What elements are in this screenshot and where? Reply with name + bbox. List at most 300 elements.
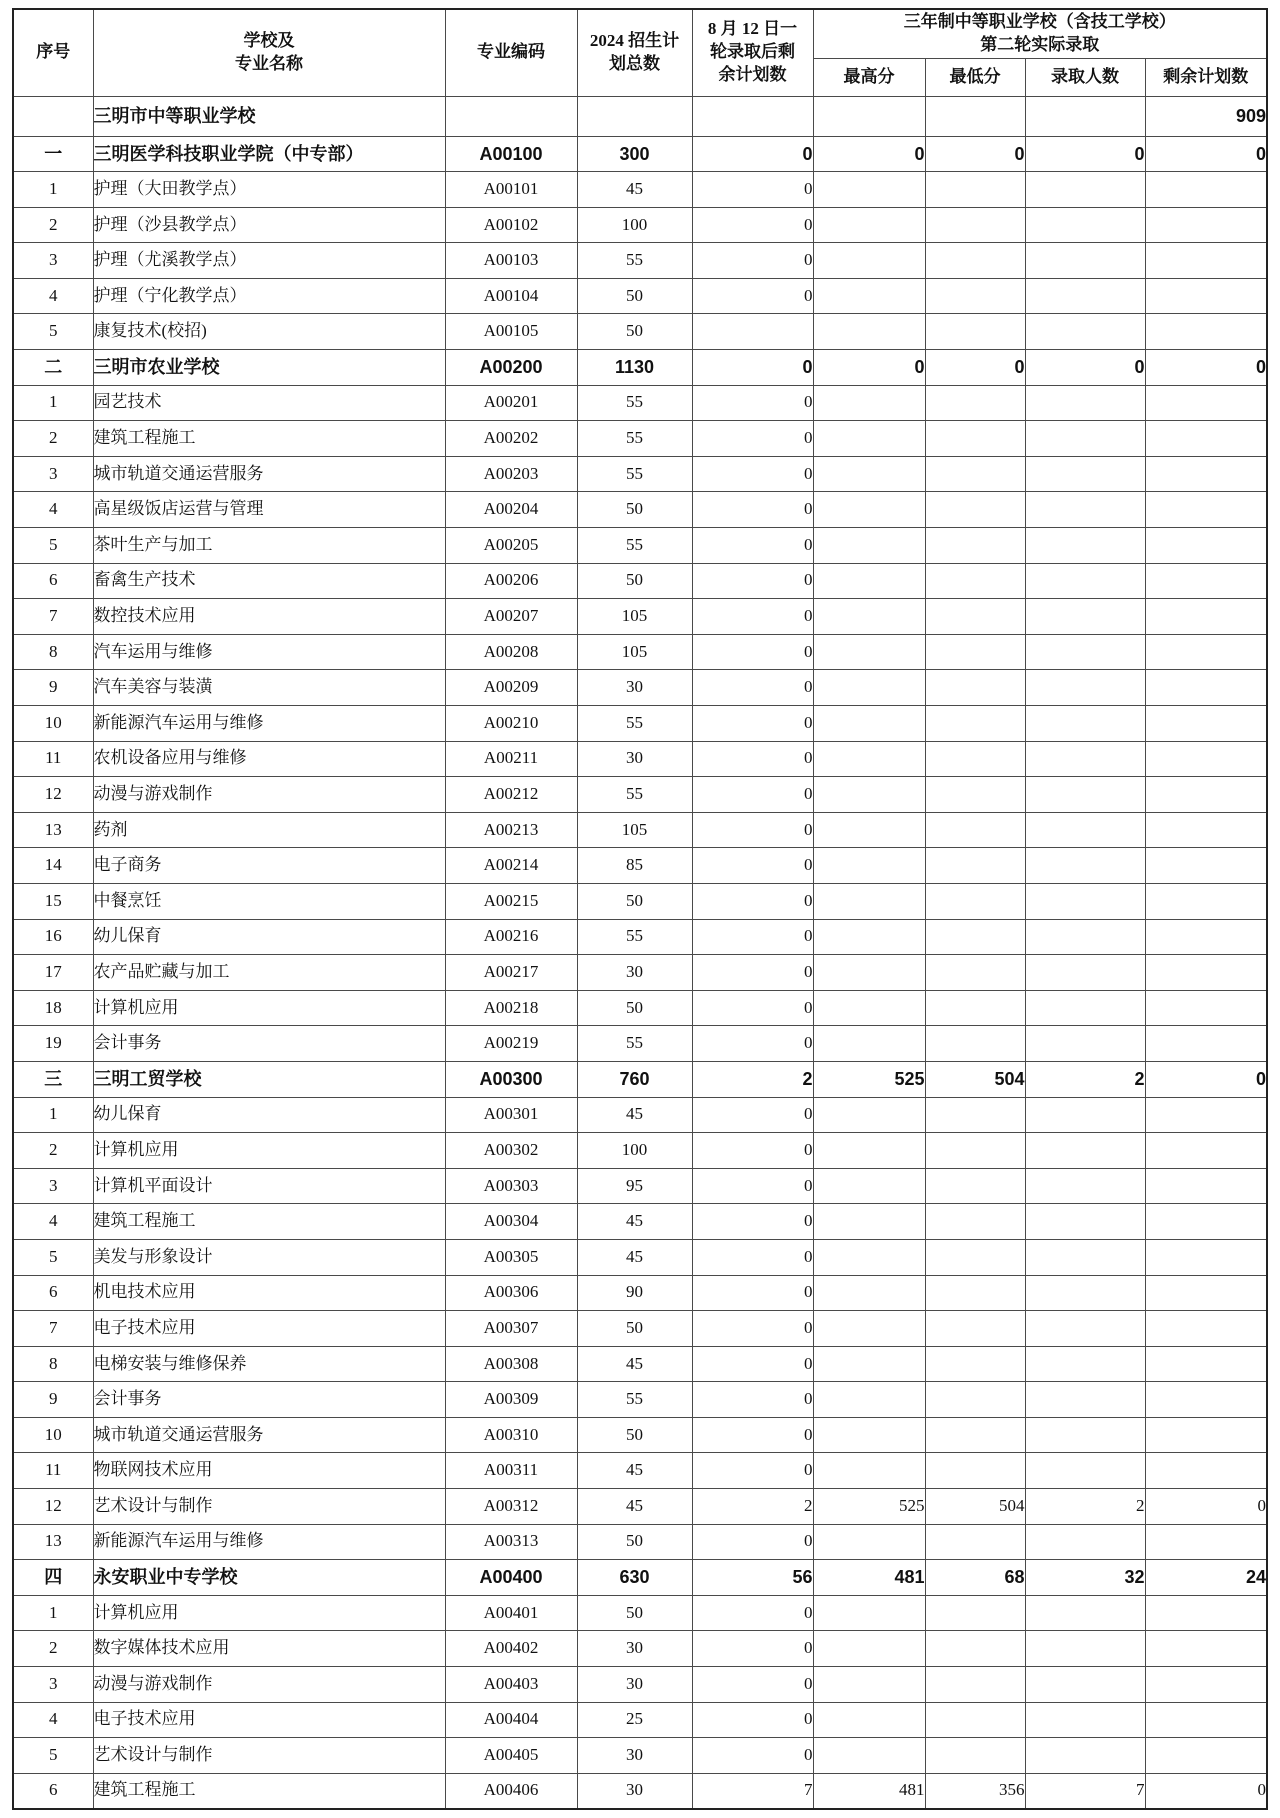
cell-index: 7 bbox=[13, 1311, 93, 1347]
cell-remaining-plan: 909 bbox=[1145, 96, 1267, 136]
cell-remaining-round1: 0 bbox=[692, 1097, 813, 1133]
cell-index: 11 bbox=[13, 741, 93, 777]
cell-admitted-count bbox=[1025, 634, 1145, 670]
table-row bbox=[13, 1453, 1267, 1489]
cell-major-code: A00104 bbox=[445, 278, 577, 314]
cell-remaining-round1: 0 bbox=[692, 278, 813, 314]
cell-plan-total: 30 bbox=[577, 1773, 692, 1809]
cell-remaining-round1: 0 bbox=[692, 1204, 813, 1240]
cell-remaining-round1: 0 bbox=[692, 919, 813, 955]
cell-index: 3 bbox=[13, 243, 93, 279]
cell-max-score bbox=[813, 741, 925, 777]
col-header-max-score: 最高分 bbox=[813, 58, 925, 96]
admission-results-table bbox=[12, 8, 1268, 1810]
cell-remaining-plan bbox=[1145, 314, 1267, 350]
cell-plan-total: 30 bbox=[577, 1631, 692, 1667]
cell-min-score: 68 bbox=[925, 1560, 1025, 1596]
table-row bbox=[13, 990, 1267, 1026]
cell-remaining-plan bbox=[1145, 955, 1267, 991]
cell-school-major: 三明市农业学校 bbox=[93, 350, 445, 386]
cell-school-major: 农机设备应用与维修 bbox=[93, 741, 445, 777]
cell-remaining-plan: 0 bbox=[1145, 136, 1267, 172]
table-row bbox=[13, 1631, 1267, 1667]
table-row-section bbox=[13, 350, 1267, 386]
col-header-plan-total: 2024 招生计 划总数 bbox=[577, 9, 692, 96]
cell-remaining-plan bbox=[1145, 1738, 1267, 1774]
cell-admitted-count: 2 bbox=[1025, 1489, 1145, 1525]
cell-admitted-count bbox=[1025, 848, 1145, 884]
table-row bbox=[13, 1524, 1267, 1560]
cell-admitted-count bbox=[1025, 1097, 1145, 1133]
cell-admitted-count bbox=[1025, 243, 1145, 279]
table-row bbox=[13, 1133, 1267, 1169]
table-row bbox=[13, 670, 1267, 706]
cell-plan-total: 50 bbox=[577, 990, 692, 1026]
cell-remaining-round1: 0 bbox=[692, 1702, 813, 1738]
cell-min-score bbox=[925, 1631, 1025, 1667]
table-body bbox=[13, 96, 1267, 1809]
cell-index: 6 bbox=[13, 563, 93, 599]
cell-plan-total: 55 bbox=[577, 706, 692, 742]
cell-remaining-plan bbox=[1145, 1595, 1267, 1631]
cell-major-code: A00204 bbox=[445, 492, 577, 528]
cell-index: 12 bbox=[13, 777, 93, 813]
cell-index: 4 bbox=[13, 1204, 93, 1240]
cell-remaining-round1: 0 bbox=[692, 456, 813, 492]
cell-plan-total: 105 bbox=[577, 599, 692, 635]
cell-remaining-plan bbox=[1145, 172, 1267, 208]
cell-min-score bbox=[925, 492, 1025, 528]
cell-max-score bbox=[813, 1097, 925, 1133]
cell-admitted-count bbox=[1025, 1311, 1145, 1347]
cell-major-code: A00404 bbox=[445, 1702, 577, 1738]
cell-remaining-round1: 0 bbox=[692, 1417, 813, 1453]
cell-index: 一 bbox=[13, 136, 93, 172]
cell-school-major: 电子技术应用 bbox=[93, 1702, 445, 1738]
cell-admitted-count bbox=[1025, 741, 1145, 777]
cell-plan-total: 50 bbox=[577, 1524, 692, 1560]
cell-admitted-count bbox=[1025, 1738, 1145, 1774]
cell-remaining-plan bbox=[1145, 1382, 1267, 1418]
cell-plan-total: 55 bbox=[577, 456, 692, 492]
cell-plan-total: 45 bbox=[577, 1346, 692, 1382]
cell-min-score bbox=[925, 1168, 1025, 1204]
cell-major-code: A00401 bbox=[445, 1595, 577, 1631]
cell-remaining-round1: 0 bbox=[692, 1133, 813, 1169]
cell-remaining-plan bbox=[1145, 1026, 1267, 1062]
cell-index: 1 bbox=[13, 385, 93, 421]
cell-min-score bbox=[925, 990, 1025, 1026]
cell-school-major: 中餐烹饪 bbox=[93, 883, 445, 919]
col-header-index bbox=[13, 9, 93, 96]
cell-plan-total: 630 bbox=[577, 1560, 692, 1596]
cell-remaining-plan bbox=[1145, 1453, 1267, 1489]
cell-min-score: 356 bbox=[925, 1773, 1025, 1809]
cell-major-code: A00215 bbox=[445, 883, 577, 919]
col-header-remaining-plan: 剩余计划数 bbox=[1145, 58, 1267, 96]
cell-plan-total: 45 bbox=[577, 1239, 692, 1275]
cell-admitted-count bbox=[1025, 706, 1145, 742]
cell-plan-total: 300 bbox=[577, 136, 692, 172]
cell-remaining-round1: 0 bbox=[692, 741, 813, 777]
cell-min-score bbox=[925, 883, 1025, 919]
cell-remaining-round1: 0 bbox=[692, 1738, 813, 1774]
cell-school-major: 幼儿保育 bbox=[93, 1097, 445, 1133]
cell-max-score bbox=[813, 883, 925, 919]
cell-school-major: 城市轨道交通运营服务 bbox=[93, 1417, 445, 1453]
cell-school-major: 三明工贸学校 bbox=[93, 1061, 445, 1097]
cell-plan-total: 95 bbox=[577, 1168, 692, 1204]
cell-remaining-round1: 0 bbox=[692, 1667, 813, 1703]
cell-index: 9 bbox=[13, 670, 93, 706]
cell-school-major: 护理（沙县教学点） bbox=[93, 207, 445, 243]
cell-plan-total: 50 bbox=[577, 1417, 692, 1453]
table-row bbox=[13, 1311, 1267, 1347]
cell-admitted-count bbox=[1025, 1133, 1145, 1169]
cell-plan-total: 55 bbox=[577, 1382, 692, 1418]
cell-admitted-count bbox=[1025, 599, 1145, 635]
cell-admitted-count bbox=[1025, 563, 1145, 599]
cell-school-major: 农产品贮藏与加工 bbox=[93, 955, 445, 991]
cell-index: 1 bbox=[13, 172, 93, 208]
table-row bbox=[13, 777, 1267, 813]
cell-admitted-count bbox=[1025, 1524, 1145, 1560]
cell-plan-total: 50 bbox=[577, 314, 692, 350]
cell-min-score: 504 bbox=[925, 1489, 1025, 1525]
cell-max-score bbox=[813, 1382, 925, 1418]
table-row bbox=[13, 528, 1267, 564]
cell-school-major: 艺术设计与制作 bbox=[93, 1489, 445, 1525]
cell-min-score bbox=[925, 1311, 1025, 1347]
col-header-major-code: 专业编码 bbox=[445, 9, 577, 96]
cell-school-major: 永安职业中专学校 bbox=[93, 1560, 445, 1596]
table-row bbox=[13, 1489, 1267, 1525]
cell-remaining-plan bbox=[1145, 919, 1267, 955]
cell-school-major: 物联网技术应用 bbox=[93, 1453, 445, 1489]
cell-remaining-plan: 0 bbox=[1145, 1489, 1267, 1525]
cell-school-major: 城市轨道交通运营服务 bbox=[93, 456, 445, 492]
cell-index: 4 bbox=[13, 278, 93, 314]
cell-min-score: 504 bbox=[925, 1061, 1025, 1097]
cell-max-score bbox=[813, 492, 925, 528]
cell-min-score bbox=[925, 919, 1025, 955]
cell-school-major: 畜禽生产技术 bbox=[93, 563, 445, 599]
cell-max-score bbox=[813, 456, 925, 492]
table-row bbox=[13, 563, 1267, 599]
cell-remaining-round1: 2 bbox=[692, 1061, 813, 1097]
cell-index: 3 bbox=[13, 456, 93, 492]
cell-max-score bbox=[813, 777, 925, 813]
cell-index: 二 bbox=[13, 350, 93, 386]
cell-remaining-plan bbox=[1145, 1168, 1267, 1204]
cell-min-score bbox=[925, 456, 1025, 492]
cell-index: 15 bbox=[13, 883, 93, 919]
cell-min-score bbox=[925, 670, 1025, 706]
cell-major-code: A00303 bbox=[445, 1168, 577, 1204]
table-row bbox=[13, 848, 1267, 884]
cell-major-code: A00306 bbox=[445, 1275, 577, 1311]
table-row bbox=[13, 1097, 1267, 1133]
cell-remaining-round1: 0 bbox=[692, 1453, 813, 1489]
cell-max-score bbox=[813, 670, 925, 706]
cell-index: 18 bbox=[13, 990, 93, 1026]
cell-admitted-count bbox=[1025, 919, 1145, 955]
cell-admitted-count bbox=[1025, 1595, 1145, 1631]
cell-school-major: 建筑工程施工 bbox=[93, 1204, 445, 1240]
cell-plan-total: 55 bbox=[577, 1026, 692, 1062]
cell-min-score bbox=[925, 1524, 1025, 1560]
cell-major-code: A00400 bbox=[445, 1560, 577, 1596]
cell-school-major: 三明市中等职业学校 bbox=[93, 96, 445, 136]
cell-major-code: A00213 bbox=[445, 812, 577, 848]
cell-admitted-count bbox=[1025, 385, 1145, 421]
cell-remaining-round1: 0 bbox=[692, 883, 813, 919]
cell-major-code: A00103 bbox=[445, 243, 577, 279]
cell-index: 11 bbox=[13, 1453, 93, 1489]
cell-index: 8 bbox=[13, 634, 93, 670]
cell-admitted-count bbox=[1025, 207, 1145, 243]
cell-admitted-count bbox=[1025, 1026, 1145, 1062]
cell-max-score bbox=[813, 1204, 925, 1240]
cell-admitted-count bbox=[1025, 1168, 1145, 1204]
cell-remaining-plan bbox=[1145, 990, 1267, 1026]
cell-min-score bbox=[925, 1453, 1025, 1489]
cell-plan-total: 30 bbox=[577, 1667, 692, 1703]
table-row bbox=[13, 385, 1267, 421]
table-row bbox=[13, 812, 1267, 848]
cell-plan-total: 90 bbox=[577, 1275, 692, 1311]
cell-index: 12 bbox=[13, 1489, 93, 1525]
cell-remaining-round1: 0 bbox=[692, 350, 813, 386]
table-row bbox=[13, 1382, 1267, 1418]
table-row bbox=[13, 1738, 1267, 1774]
cell-min-score bbox=[925, 1026, 1025, 1062]
cell-remaining-round1: 0 bbox=[692, 421, 813, 457]
cell-remaining-round1: 0 bbox=[692, 955, 813, 991]
cell-school-major: 高星级饭店运营与管理 bbox=[93, 492, 445, 528]
cell-plan-total: 50 bbox=[577, 492, 692, 528]
cell-school-major: 建筑工程施工 bbox=[93, 421, 445, 457]
cell-plan-total bbox=[577, 96, 692, 136]
cell-min-score bbox=[925, 706, 1025, 742]
cell-remaining-plan bbox=[1145, 812, 1267, 848]
cell-major-code: A00211 bbox=[445, 741, 577, 777]
cell-plan-total: 100 bbox=[577, 1133, 692, 1169]
cell-plan-total: 760 bbox=[577, 1061, 692, 1097]
cell-min-score bbox=[925, 1738, 1025, 1774]
cell-max-score bbox=[813, 1168, 925, 1204]
cell-min-score bbox=[925, 1097, 1025, 1133]
cell-remaining-plan bbox=[1145, 1239, 1267, 1275]
cell-min-score bbox=[925, 1382, 1025, 1418]
cell-major-code: A00214 bbox=[445, 848, 577, 884]
cell-index: 9 bbox=[13, 1382, 93, 1418]
cell-remaining-plan bbox=[1145, 777, 1267, 813]
cell-school-major: 电梯安装与维修保养 bbox=[93, 1346, 445, 1382]
cell-admitted-count bbox=[1025, 314, 1145, 350]
cell-plan-total: 105 bbox=[577, 634, 692, 670]
cell-admitted-count bbox=[1025, 172, 1145, 208]
cell-school-major: 计算机应用 bbox=[93, 1595, 445, 1631]
cell-school-major: 艺术设计与制作 bbox=[93, 1738, 445, 1774]
cell-plan-total: 50 bbox=[577, 563, 692, 599]
cell-major-code: A00218 bbox=[445, 990, 577, 1026]
cell-major-code: A00310 bbox=[445, 1417, 577, 1453]
cell-admitted-count bbox=[1025, 1239, 1145, 1275]
cell-remaining-round1: 0 bbox=[692, 172, 813, 208]
cell-min-score bbox=[925, 812, 1025, 848]
cell-index: 四 bbox=[13, 1560, 93, 1596]
cell-school-major: 机电技术应用 bbox=[93, 1275, 445, 1311]
cell-remaining-plan bbox=[1145, 528, 1267, 564]
table-row bbox=[13, 883, 1267, 919]
cell-min-score bbox=[925, 1133, 1025, 1169]
col-header-remaining-after-round1: 8 月 12 日一 轮录取后剩 余计划数 bbox=[692, 9, 813, 96]
cell-max-score bbox=[813, 1026, 925, 1062]
cell-max-score bbox=[813, 96, 925, 136]
cell-index: 10 bbox=[13, 706, 93, 742]
cell-max-score bbox=[813, 528, 925, 564]
cell-remaining-round1: 0 bbox=[692, 1382, 813, 1418]
cell-school-major: 护理（宁化教学点） bbox=[93, 278, 445, 314]
cell-admitted-count bbox=[1025, 1702, 1145, 1738]
cell-remaining-round1: 0 bbox=[692, 492, 813, 528]
cell-remaining-plan bbox=[1145, 706, 1267, 742]
cell-index: 10 bbox=[13, 1417, 93, 1453]
cell-max-score bbox=[813, 1667, 925, 1703]
cell-school-major: 康复技术(校招) bbox=[93, 314, 445, 350]
cell-school-major: 数控技术应用 bbox=[93, 599, 445, 635]
cell-max-score bbox=[813, 421, 925, 457]
cell-min-score bbox=[925, 777, 1025, 813]
cell-min-score bbox=[925, 278, 1025, 314]
cell-index: 19 bbox=[13, 1026, 93, 1062]
cell-plan-total: 55 bbox=[577, 243, 692, 279]
table-header bbox=[13, 9, 1267, 96]
cell-plan-total: 100 bbox=[577, 207, 692, 243]
cell-major-code: A00304 bbox=[445, 1204, 577, 1240]
cell-plan-total: 25 bbox=[577, 1702, 692, 1738]
table-row bbox=[13, 421, 1267, 457]
cell-admitted-count bbox=[1025, 1204, 1145, 1240]
table-row bbox=[13, 1702, 1267, 1738]
cell-plan-total: 50 bbox=[577, 883, 692, 919]
cell-school-major: 新能源汽车运用与维修 bbox=[93, 1524, 445, 1560]
cell-admitted-count bbox=[1025, 883, 1145, 919]
cell-remaining-plan bbox=[1145, 456, 1267, 492]
cell-admitted-count bbox=[1025, 1667, 1145, 1703]
cell-remaining-round1 bbox=[692, 314, 813, 350]
cell-plan-total: 55 bbox=[577, 385, 692, 421]
cell-index: 13 bbox=[13, 1524, 93, 1560]
cell-max-score: 0 bbox=[813, 350, 925, 386]
cell-remaining-round1: 7 bbox=[692, 1773, 813, 1809]
cell-plan-total: 50 bbox=[577, 1595, 692, 1631]
cell-min-score bbox=[925, 528, 1025, 564]
cell-index: 16 bbox=[13, 919, 93, 955]
table-row bbox=[13, 243, 1267, 279]
cell-remaining-round1: 0 bbox=[692, 706, 813, 742]
cell-admitted-count bbox=[1025, 1417, 1145, 1453]
table-row bbox=[13, 955, 1267, 991]
cell-remaining-plan bbox=[1145, 492, 1267, 528]
cell-remaining-plan bbox=[1145, 1524, 1267, 1560]
cell-min-score bbox=[925, 1667, 1025, 1703]
cell-plan-total: 1130 bbox=[577, 350, 692, 386]
cell-min-score bbox=[925, 207, 1025, 243]
cell-major-code: A00100 bbox=[445, 136, 577, 172]
cell-remaining-plan bbox=[1145, 421, 1267, 457]
cell-admitted-count: 32 bbox=[1025, 1560, 1145, 1596]
cell-school-major: 计算机应用 bbox=[93, 990, 445, 1026]
cell-admitted-count bbox=[1025, 1275, 1145, 1311]
cell-remaining-plan bbox=[1145, 1204, 1267, 1240]
cell-max-score bbox=[813, 634, 925, 670]
cell-major-code: A00308 bbox=[445, 1346, 577, 1382]
cell-plan-total: 45 bbox=[577, 1453, 692, 1489]
col-header-index-label: 序号 bbox=[36, 42, 71, 62]
cell-min-score bbox=[925, 634, 1025, 670]
cell-max-score bbox=[813, 278, 925, 314]
cell-min-score bbox=[925, 243, 1025, 279]
cell-remaining-plan bbox=[1145, 563, 1267, 599]
cell-school-major: 新能源汽车运用与维修 bbox=[93, 706, 445, 742]
cell-max-score bbox=[813, 207, 925, 243]
cell-max-score bbox=[813, 1702, 925, 1738]
cell-remaining-plan bbox=[1145, 1702, 1267, 1738]
cell-index: 3 bbox=[13, 1168, 93, 1204]
cell-remaining-round1: 0 bbox=[692, 1631, 813, 1667]
cell-max-score bbox=[813, 243, 925, 279]
cell-index: 6 bbox=[13, 1773, 93, 1809]
cell-max-score: 0 bbox=[813, 136, 925, 172]
cell-max-score bbox=[813, 563, 925, 599]
cell-min-score bbox=[925, 1239, 1025, 1275]
cell-plan-total: 55 bbox=[577, 528, 692, 564]
cell-min-score bbox=[925, 421, 1025, 457]
cell-admitted-count bbox=[1025, 812, 1145, 848]
cell-index: 5 bbox=[13, 528, 93, 564]
cell-admitted-count bbox=[1025, 456, 1145, 492]
cell-school-major: 计算机应用 bbox=[93, 1133, 445, 1169]
cell-school-major: 茶叶生产与加工 bbox=[93, 528, 445, 564]
cell-plan-total: 55 bbox=[577, 777, 692, 813]
cell-school-major: 幼儿保育 bbox=[93, 919, 445, 955]
cell-max-score bbox=[813, 314, 925, 350]
cell-remaining-round1: 0 bbox=[692, 1275, 813, 1311]
cell-remaining-round1: 2 bbox=[692, 1489, 813, 1525]
cell-school-major: 护理（大田教学点） bbox=[93, 172, 445, 208]
cell-major-code: A00205 bbox=[445, 528, 577, 564]
cell-plan-total: 45 bbox=[577, 1097, 692, 1133]
cell-remaining-plan bbox=[1145, 741, 1267, 777]
cell-max-score bbox=[813, 1346, 925, 1382]
cell-max-score: 525 bbox=[813, 1489, 925, 1525]
table-row bbox=[13, 1168, 1267, 1204]
table-row bbox=[13, 599, 1267, 635]
table-row bbox=[13, 1595, 1267, 1631]
cell-major-code: A00212 bbox=[445, 777, 577, 813]
cell-admitted-count: 0 bbox=[1025, 350, 1145, 386]
cell-admitted-count bbox=[1025, 278, 1145, 314]
table-row bbox=[13, 1346, 1267, 1382]
cell-min-score bbox=[925, 1346, 1025, 1382]
cell-index: 4 bbox=[13, 1702, 93, 1738]
cell-max-score bbox=[813, 1524, 925, 1560]
cell-remaining-round1: 0 bbox=[692, 1239, 813, 1275]
cell-max-score bbox=[813, 1595, 925, 1631]
cell-major-code: A00305 bbox=[445, 1239, 577, 1275]
